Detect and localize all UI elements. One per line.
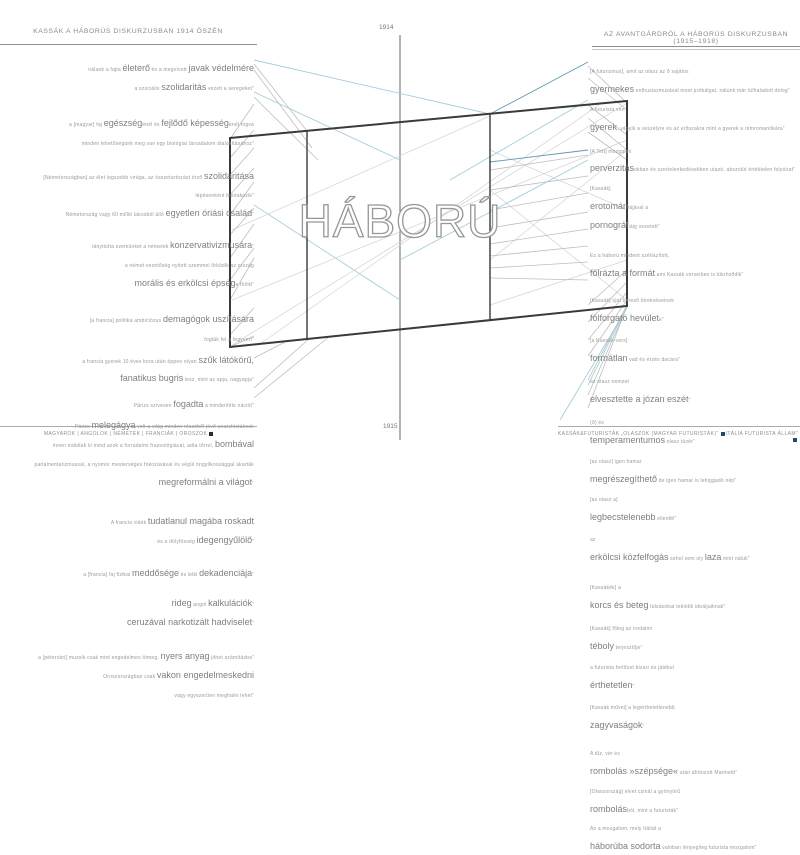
annotation-keyword: pornográf bbox=[590, 220, 629, 230]
annotation-text: ” bbox=[252, 602, 254, 609]
annotation-keyword: demagógok uszítására bbox=[162, 313, 254, 324]
annotation-block bbox=[590, 528, 750, 566]
annotation-block bbox=[38, 646, 254, 703]
annotation-block bbox=[590, 488, 676, 526]
annotation-keyword: meddősége bbox=[131, 568, 180, 579]
annotation-text: sehol sem oly bbox=[668, 556, 705, 562]
annotation-text: és lelki bbox=[179, 572, 200, 579]
annotation-block bbox=[134, 394, 254, 413]
annotation-text: angol bbox=[191, 602, 209, 609]
annotation-text: ” bbox=[252, 244, 254, 251]
annotation-text: [a francia] politika ambiciózus bbox=[89, 317, 163, 324]
annotation-keyword: egészség bbox=[103, 117, 143, 128]
annotation-block bbox=[590, 696, 675, 734]
annotation-text: A tűz, vér és bbox=[590, 750, 621, 757]
annotation-text: Oroszországban csak bbox=[103, 673, 157, 680]
annotation-text: de igen hamar is lehiggadó nép” bbox=[657, 477, 737, 484]
annotation-block bbox=[590, 289, 674, 327]
annotation-text: [Kassák] főleg az irodalmi bbox=[590, 625, 653, 632]
annotation-text: a mindenféle nációt” bbox=[203, 403, 254, 410]
annotation-block bbox=[590, 742, 756, 855]
annotation-block bbox=[92, 235, 254, 292]
annotation-text: [Németországban] az élet legszebb virága, az összetartozást érző bbox=[43, 174, 204, 181]
legend-color-square bbox=[209, 432, 213, 436]
legend-right bbox=[556, 431, 798, 443]
annotation-block bbox=[590, 244, 743, 282]
annotation-text: fogták fel a fegyvert” bbox=[204, 336, 254, 343]
annotation-keyword: fölrázta a formát bbox=[590, 267, 656, 278]
annotation-keyword: fanatikus bugris bbox=[120, 373, 184, 384]
annotation-text: [az olasz] igen hamar bbox=[590, 458, 642, 465]
annotation-text: [Kassák] újat kereső törekvéseinek bbox=[590, 297, 675, 304]
annotation-keyword: formátlan bbox=[590, 353, 628, 364]
annotation-text: parlamentarizmussal, a nyomor mesterséges fokozásával és végül öngyilkossággal akarták bbox=[34, 461, 254, 468]
annotation-text: olasz tüzér” bbox=[665, 438, 695, 445]
annotation-block bbox=[590, 450, 736, 488]
annotation-text: túlzásokat tekintik ideáljaiknak” bbox=[648, 603, 726, 610]
annotation-text: nálunk a fajta bbox=[88, 67, 123, 73]
annotation-text: és a megvívott bbox=[149, 67, 189, 73]
annotation-keyword: érthetetlen bbox=[590, 680, 633, 691]
annotation-text: és a dölyfösség bbox=[157, 538, 197, 545]
annotation-text: volt a világ minden részéből jövő anarchistáknak bbox=[135, 424, 254, 431]
annotation-block bbox=[88, 58, 254, 96]
right-annotations-column bbox=[590, 58, 797, 855]
annotation-text: , vágyik a veszélyre és az erőszakra mint a gyerek a rémromantikára” bbox=[617, 125, 785, 132]
annotation-block bbox=[34, 415, 254, 491]
annotation-text: A francia vidék bbox=[110, 519, 148, 526]
annotation-text: [Olaszország] elvet csinál a gyönyörű bbox=[590, 788, 681, 795]
annotation-text: Németország vagy 60 millió lakosból álló bbox=[65, 212, 166, 219]
right-title-rule bbox=[592, 46, 800, 50]
annotation-block bbox=[590, 576, 725, 614]
annotation-block bbox=[590, 329, 680, 367]
annotation-text: okban és szertelenkedésekben utazó, abszolút értéktelen folyóirat” bbox=[634, 167, 796, 174]
annotation-keyword: fölforgató hevület bbox=[590, 312, 660, 323]
annotation-text: ami Kassák verseiben is tükröződik” bbox=[655, 271, 744, 278]
annotation-block bbox=[590, 60, 790, 136]
annotation-block bbox=[90, 309, 254, 347]
legend-item: | NÉMETEK bbox=[108, 431, 141, 437]
annotation-keyword: morális és erkölcsi épség bbox=[134, 277, 236, 288]
annotation-keyword: megreformálni a világot bbox=[158, 476, 253, 487]
annotation-keyword: korcs és beteg bbox=[590, 599, 649, 610]
annotation-text: ” bbox=[252, 480, 254, 487]
annotation-keyword: életerő bbox=[122, 63, 150, 73]
annotation-text: a [francia] faj fizikai bbox=[83, 572, 132, 579]
annotation-text: e” bbox=[659, 316, 664, 323]
annotation-text: [Kassák művei] a legérthetetlenebb bbox=[590, 705, 675, 712]
annotation-keyword: zagyvaságok bbox=[590, 720, 643, 730]
annotation-keyword: konzervativizmusára bbox=[170, 240, 253, 251]
annotation-text: a szociális bbox=[134, 85, 162, 92]
annotation-keyword: melegágya bbox=[91, 420, 136, 431]
annotation-text: ” bbox=[252, 621, 254, 628]
annotation-text: Az a mozgalom, mely Itáliát a bbox=[590, 826, 662, 833]
legend-color-square bbox=[721, 432, 725, 436]
annotation-keyword: gyerek bbox=[590, 121, 618, 132]
annotation-text: jöhet számításba” bbox=[209, 655, 254, 661]
annotation-text: A futurista vén bbox=[590, 106, 625, 113]
annotation-text: lesz, mint az apja, nagyapja” bbox=[183, 377, 254, 384]
left-title-rule bbox=[0, 44, 257, 45]
annotation-keyword: megrészegíthető bbox=[590, 473, 658, 484]
annotation-text: enthusiazmusával most próbálgat, nálunk már túlhaladott dolog” bbox=[634, 87, 790, 94]
annotation-keyword: perverzitás bbox=[590, 163, 635, 174]
annotation-block bbox=[590, 140, 795, 234]
annotation-keyword: erotomán bbox=[590, 201, 629, 212]
annotation-text: [A futurizmus], amit az olasz az ő sajátos bbox=[590, 69, 689, 75]
annotation-text: [Kassák] bbox=[590, 186, 611, 193]
annotation-keyword: tudatlanul magába roskadt bbox=[147, 515, 254, 526]
annotation-keyword: egyetlen óriási család bbox=[165, 208, 253, 219]
annotation-keyword: laza bbox=[704, 552, 722, 562]
annotation-keyword: szolidaritása bbox=[203, 170, 254, 181]
annotation-keyword: legbecstelenebb bbox=[590, 512, 656, 523]
annotation-keyword: kalkulációk bbox=[208, 598, 253, 609]
legend-item: ITÁLIA FUTURISTA ÁLLAM” bbox=[725, 431, 798, 437]
connector-lines-left-blue bbox=[254, 60, 490, 300]
annotation-text: iájával a bbox=[628, 205, 649, 212]
annotation-keyword: bombával bbox=[214, 439, 254, 449]
year-1914-label: 1914 bbox=[379, 24, 394, 31]
annotation-text: lépésenként bontakozik” bbox=[195, 193, 254, 200]
annotation-text: valóban lényegileg futurista mozgalom” bbox=[660, 845, 757, 852]
right-section-title: AZ AVANTGÁRDRÓL A HÁBORÚS DISKURZUSBAN (1915–1918) bbox=[603, 31, 789, 45]
annotation-text: ” bbox=[632, 684, 635, 691]
legend-item: MAGYAROK bbox=[43, 431, 76, 437]
annotation-text: énél és bbox=[142, 121, 162, 128]
annotation-block bbox=[590, 656, 674, 694]
annotation-text: (ő) és bbox=[590, 419, 604, 426]
annotation-keyword: elvesztette a józan eszét bbox=[590, 394, 689, 404]
annotation-text: e fölött” bbox=[235, 281, 254, 288]
annotation-text: az olasz nemzet bbox=[590, 379, 630, 386]
war-label: HÁBORÚ bbox=[298, 195, 502, 247]
annotation-text: minden lehetőségünk meg van egy biológiai társadalom átalakításához” bbox=[81, 140, 254, 147]
annotation-keyword: rideg bbox=[171, 598, 192, 609]
annotation-text: az bbox=[590, 537, 596, 544]
annotation-text: a [magyar] faj bbox=[69, 121, 104, 128]
annotation-text: vagy egyszerűen meghalni lehet” bbox=[174, 692, 254, 699]
annotation-block bbox=[127, 593, 254, 631]
annotation-keyword: rombolás »szépsége« bbox=[590, 765, 679, 776]
annotation-text: [A Tett] mozgalmi bbox=[590, 148, 632, 155]
annotation-text: ból, mint a futuristák” bbox=[627, 807, 679, 814]
annotation-keyword: rombolás bbox=[590, 803, 628, 814]
annotation-text: ” bbox=[252, 212, 254, 219]
annotation-text: ellenfél” bbox=[655, 516, 677, 523]
annotation-block bbox=[69, 113, 254, 151]
left-annotations-column bbox=[0, 55, 254, 703]
annotation-keyword: háborúba sodorta bbox=[590, 841, 661, 852]
annotation-text: Ez a háború mindent szétlazított, bbox=[590, 252, 670, 259]
annotation-text: énél fogva bbox=[228, 121, 254, 128]
annotation-text: ” bbox=[252, 538, 254, 545]
annotation-text: ” bbox=[252, 572, 254, 579]
annotation-block bbox=[590, 617, 652, 655]
annotation-keyword: idegengyűlölő bbox=[196, 534, 253, 545]
annotation-keyword: gyermekes bbox=[590, 83, 635, 94]
annotation-text: [az olasz a] bbox=[590, 497, 618, 504]
annotation-block bbox=[590, 370, 690, 408]
legend-item: | ANGOLOK bbox=[75, 431, 109, 437]
annotation-keyword: ceruzával narkotizált hadviselet bbox=[127, 617, 253, 628]
annotation-text: [Kassákék] a bbox=[590, 584, 622, 591]
legend-item: | FRANCIÁK bbox=[140, 431, 175, 437]
legend-item: KASSÁK&FUTURISTÁK „OLASZOK (MAGYAR FUTURISTÁK)” bbox=[557, 431, 719, 437]
annotation-text: mint náluk” bbox=[721, 556, 750, 562]
annotation-text: rányitotta szemünket a németek bbox=[91, 244, 171, 251]
annotation-keyword: szűk látókörű, bbox=[198, 354, 254, 365]
legend-item: | OROSZOK bbox=[174, 431, 208, 437]
annotation-text: Párizs bbox=[74, 424, 92, 431]
annotation-text: ” bbox=[688, 398, 691, 404]
annotation-text: vezeti a seregeket” bbox=[206, 85, 254, 92]
annotation-text: iáig vezetett” bbox=[628, 224, 660, 230]
annotation-text: a francia gyerek 10 éves kora után éppen olyan bbox=[82, 358, 199, 365]
annotation-text: után áhítozott Marinetti” bbox=[678, 769, 738, 776]
annotation-text: ” bbox=[642, 724, 645, 730]
annotation-block bbox=[43, 166, 254, 223]
year-1915-label: 1915 bbox=[383, 423, 398, 430]
annotation-keyword: javak védelmére bbox=[188, 63, 254, 73]
annotation-text: vad és érzés dacára” bbox=[627, 357, 680, 364]
annotation-text: terjesztője” bbox=[614, 644, 643, 651]
annotation-keyword: erkölcsi közfelfogás bbox=[590, 552, 669, 562]
legend-left bbox=[28, 431, 230, 437]
annotation-keyword: nyers anyag bbox=[160, 651, 210, 661]
annotation-text: [a Kassák-vers] bbox=[590, 338, 628, 345]
annotation-block bbox=[111, 511, 254, 549]
legend-color-square bbox=[793, 438, 797, 442]
annotation-keyword: szolidaritás bbox=[161, 81, 207, 92]
annotation-text: a német vezetőség nyitott szemmel őrködik az ország bbox=[124, 263, 254, 269]
annotation-text: innen indultak ki mind azok a forradalmi frazeológiával, adta tőrrel, bbox=[52, 443, 215, 449]
annotation-keyword: fogadta bbox=[173, 399, 204, 410]
annotation-text: Párizs szívesen bbox=[133, 403, 174, 410]
left-section-title: KASSÁK A HÁBORÚS DISKURZUSBAN 1914 ŐSZÉN bbox=[33, 28, 223, 35]
annotation-text: a [pétervári] muzsik csak mint engedelmes tömeg, bbox=[38, 655, 161, 661]
annotation-keyword: vakon engedelmeskedni bbox=[156, 669, 254, 680]
annotation-keyword: dekadenciája bbox=[199, 568, 253, 579]
annotation-block bbox=[82, 350, 254, 388]
annotation-keyword: téboly bbox=[590, 640, 615, 651]
annotation-keyword: temperamentumos bbox=[590, 434, 666, 445]
annotation-keyword: fejlődő képesség bbox=[161, 117, 229, 128]
annotation-text: a futurista fertőzet bizarr és játékul bbox=[590, 665, 675, 672]
annotation-block bbox=[83, 563, 254, 582]
